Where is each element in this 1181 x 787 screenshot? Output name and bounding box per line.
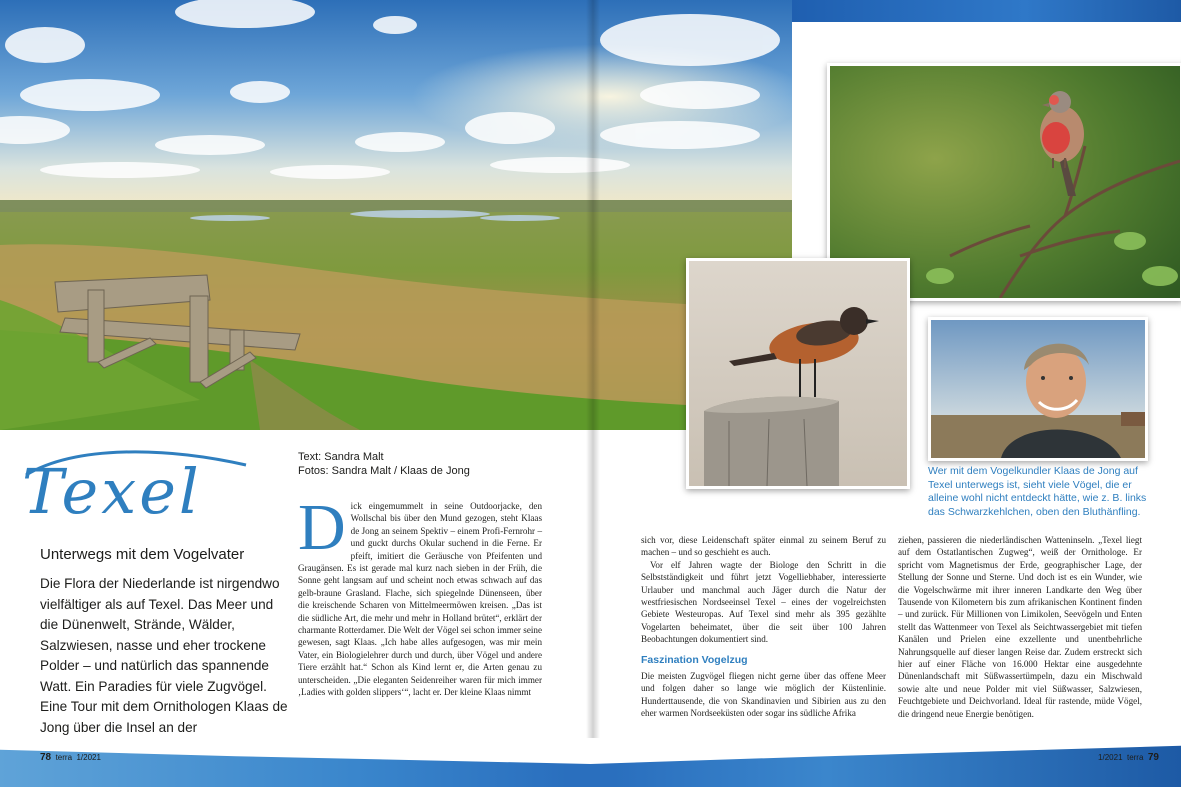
credit-text: Text: Sandra Malt <box>298 451 384 463</box>
title-text: Texel <box>22 455 202 528</box>
portrait-photo <box>928 317 1148 461</box>
folio-left <box>40 747 101 765</box>
credits <box>298 450 470 478</box>
photo-caption: Wer mit dem Vogelkundler Klaas de Jong auf Texel unterwegs ist, sieht viele Vögel, die er alleine wohl nicht entdeckt hätte, wie z. B. links das Schwarzkehlchen, oben den Bluthänfling. <box>928 465 1147 518</box>
body-column-2 <box>641 534 886 720</box>
credit-photos: Fotos: Sandra Malt / Klaas de Jong <box>298 465 470 477</box>
body-paragraph: ick eingemummelt in seine Outdoorjacke, den Wollschal bis über den Mund gezogen, steht Klaas de Jong an seinem Spektiv – einem Profi-Fernrohr – und guckt durchs Okular suchend in die Ferne. Er pfeift, imitiert die Geräusche von Pfeifenten und Graugänsen. Es ist gerade mal kurz nach sieben in der Früh, die Sonne geht langsam auf und scheint noch etwas schwach auf das gelb-braune Grasland. Flache, sich spiegelnde Dünenseen, über die kreischende Scharen von Mittelmeermöwen kreisen. „Das ist die südliche Art, die mehr und mehr in Holland brütet“, erklärt der charmante Rotterdamer. Die Welt der Vögel sei schon immer seine gewesen, sagt Klaas. „Ich habe alles aufgesogen, was mir mein Vater, ein Biologielehrer durch und durch, über Vögel und andere Tiere erzählt hat.“ Schon als Kind lernt er, die Arten genau zu unterscheiden. „Die eleganten Seidenreiher waren für mich immer ‚Ladies with golden slippers‘“, lacht er. Der kleine Klaas nimmt <box>298 501 542 698</box>
body-paragraph: Vor elf Jahren wagte der Biologe den Schritt in die Selbstständigkeit und führt jetzt Vogelliebhaber, interessierte Urlauber und manchmal auch Jäger durch die Natur der westfriesischen Nordseeinsel Texel – eines der vogelreichsten Gebiete Westeuropas. Auf Texel sind mehr als 395 gezählte Vogelarten beheimatet, über die seit über 100 Jahren Beobachtungen dokumentiert sind. <box>641 559 886 645</box>
page-number-left: 78 <box>40 752 52 763</box>
body-paragraph: ziehen, passieren die niederländischen Watteninseln. „Texel liegt auf dem Ostatlantischen Zugweg“, weiß der Ornithologe. Er spricht vom Magnetismus der Erde, geographischer Lage, der Stellung der Sonne und Sterne. Und doch ist es ein Wunder, wie die Vogelschwärme mit ihrer inneren Landkarte den Weg über Tausende von Kilometern bis zum afrikanischen Kontinent finden – und zurück. Für Millionen von Limikolen, Seevögeln und Enten stellt das Wattenmeer von Texel als Seichtwassergebiet mit tiefen Kanälen und Prielen eine exzellente und unentbehrliche Nahrungsquelle auf dieser langen Reise dar. Zudem erstreckt sich hier auf einer Fläche von 16.000 Hektar eine ausgedehnte Dünenlandschaft mit Süßwassertümpeln, dazu ein Mischwald sowie alte und neue Polder mit viel Süßwasser, Salzwiesen, Feuchtgebiete und Deichvorland. Ideal für rastende, müde Vögel, die dringend neue Energie benötigen. <box>898 535 1142 719</box>
top-color-band <box>792 0 1181 22</box>
section-heading: Faszination Vogelzug <box>641 653 748 666</box>
magazine-name-left: terra <box>55 753 73 762</box>
body-paragraph: Die meisten Zugvögel fliegen nicht gerne über das offene Meer und folgen daher so lange wie möglich der Küstenlinie. Hunderttausende, die von Skandinavien und Sibirien aus zu den eher warmen Nordseeküsten oder sogar ins südliche Afrika <box>641 671 886 719</box>
page-number-right: 79 <box>1147 752 1159 763</box>
article-lead: Die Flora der Niederlande ist nirgendwo vielfältiger als auf Texel. Das Meer und die Dünenwelt, Strände, Wälder, Salzwiesen, nasse und eher trockene Polder – und natürlich das spannende Watt. Ein Paradies für viele Zugvögel. Eine Tour mit dem Ornithologen Klaas de Jong über die Insel an der <box>40 576 288 735</box>
issue-right: 1/2021 <box>1098 753 1123 762</box>
stonechat-photo <box>686 258 910 489</box>
article-title <box>16 435 256 545</box>
spread-gutter <box>586 0 600 738</box>
landscape-photo <box>0 0 792 430</box>
body-column-1 <box>298 491 542 699</box>
issue-left: 1/2021 <box>76 753 101 762</box>
drop-cap: D <box>298 491 346 564</box>
body-paragraph: sich vor, diese Leidenschaft später einmal zu seinem Beruf zu machen – und so geschieht es auch. <box>641 535 886 558</box>
folio-right <box>1098 747 1159 765</box>
magazine-name-right: terra <box>1126 753 1144 762</box>
article-subtitle: Unterwegs mit dem Vogelvater <box>40 546 245 563</box>
body-column-3 <box>898 534 1142 720</box>
